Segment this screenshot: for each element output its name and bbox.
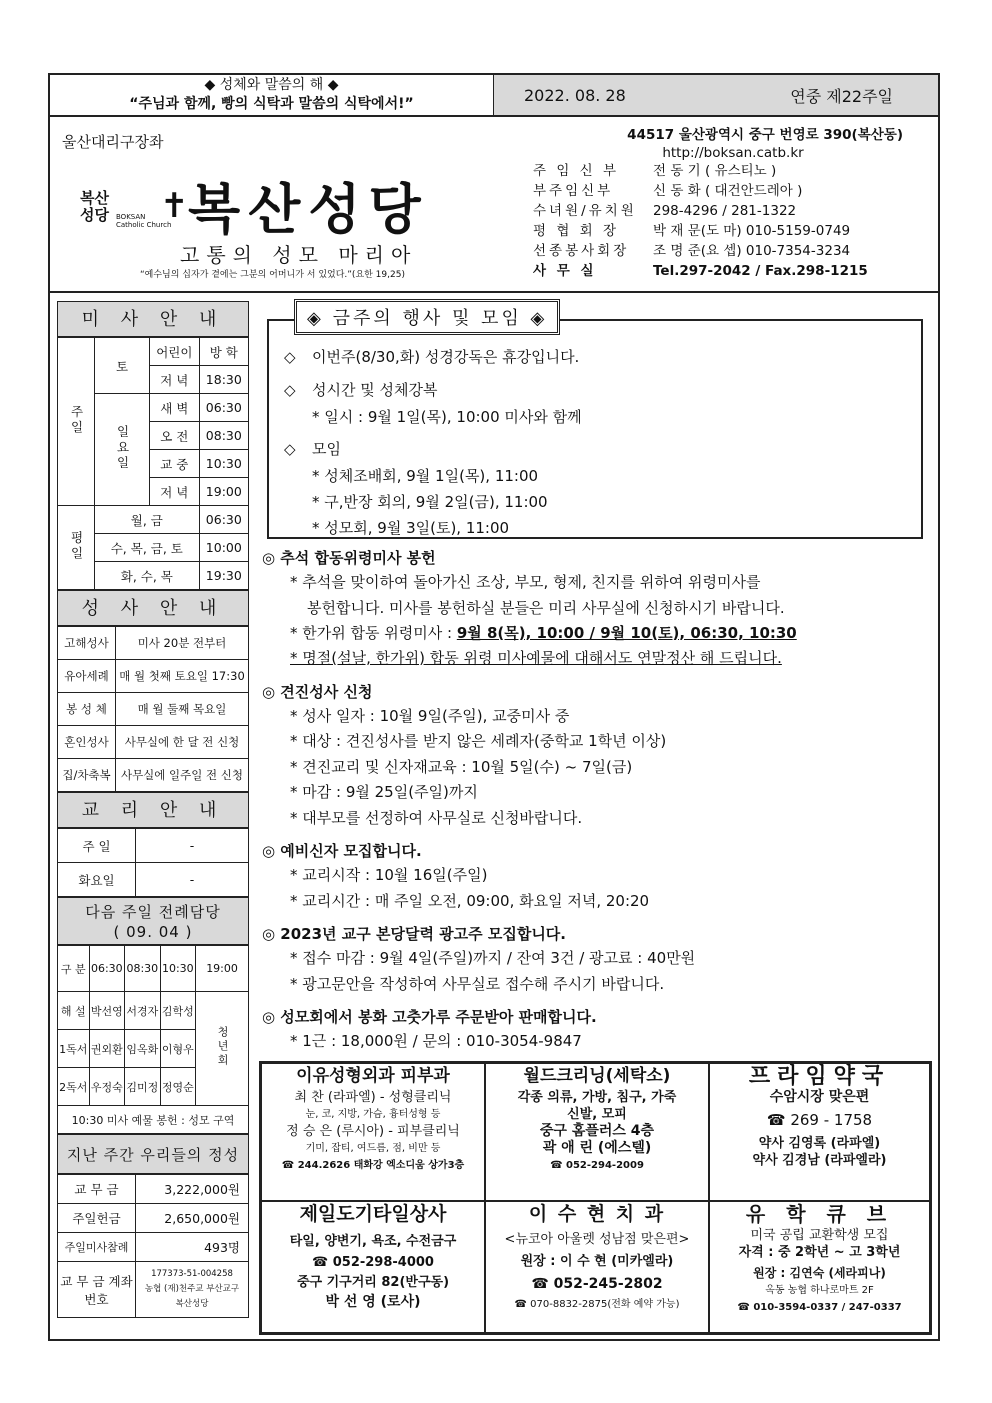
website-link[interactable]: http://boksan.catb.kr: [662, 145, 804, 161]
event-detail: * 성모회, 9월 3일(토), 11:00: [312, 519, 510, 537]
account-label: 교 무 금 계좌번호: [58, 1262, 136, 1318]
event-detail: * 성체조배회, 9월 1일(목), 11:00: [312, 467, 539, 485]
liturgy-person: 박선영: [89, 992, 125, 1030]
ad-clinic: [261, 1063, 485, 1201]
staff-role: 수녀원/유치원: [533, 203, 637, 219]
ads-grid: [259, 1061, 932, 1335]
church-header: [50, 117, 938, 293]
liturgy-table: [57, 945, 249, 1134]
ad-name: 이유성형외과 피부과: [296, 1066, 450, 1086]
liturgy-header: 06:30: [89, 946, 125, 992]
sacrament-value: 매 월 첫째 토요일 17:30: [116, 660, 249, 693]
staff-value: 298-4296 / 281-1322: [653, 203, 797, 219]
liturgy-title: [57, 897, 249, 945]
staff-row: [533, 181, 933, 201]
ad-name: 유 학 큐 브: [745, 1202, 894, 1226]
notice-highlight: 9월 8(목), 10:00 / 9월 10(토), 06:30, 10:30: [456, 623, 797, 642]
motto-line2: “주님과 함께, 빵의 식탁과 말씀의 식탁에서!”: [129, 96, 414, 112]
liturgy-header: 구 분: [58, 946, 90, 992]
ad-line: 약사 김경남 (라파엘라): [752, 1153, 887, 1168]
mass-name: 저 녁: [150, 478, 200, 506]
event-text: 성시간 및 성체강복: [312, 381, 438, 399]
date-bar: [494, 75, 938, 115]
mass-time: 10:30: [199, 450, 248, 478]
staff-row: [533, 161, 933, 181]
notice-line: * 접수 마감 : 9월 4일(주일)까지 / 잔여 3건 / 광고료 : 40만원: [290, 949, 696, 967]
offering-name: 주일미사참례: [58, 1233, 136, 1262]
top-banner: [50, 75, 938, 117]
mass-name: 저 녁: [150, 366, 200, 394]
offering-name: 주일헌금: [58, 1204, 136, 1233]
staff-row: [533, 221, 933, 241]
ad-line: 눈, 코, 지방, 가슴, 흉터성형 등: [305, 1109, 441, 1120]
staff-row: [533, 241, 933, 261]
weekday-days: 수, 목, 금, 토: [95, 534, 200, 562]
ad-line: 곽 애 린 (에스텔): [542, 1140, 652, 1156]
ad-line: 중구 기구거리 82(반구동): [296, 1275, 450, 1290]
weekday-label-text: 평일: [69, 530, 84, 562]
doctrine-title: 교 리 안 내: [57, 792, 249, 828]
logo-eng-1: BOKSAN: [116, 213, 146, 221]
event-text: 이번주(8/30,화) 성경강독은 휴강입니다.: [312, 348, 580, 366]
ad-name: 이 수 현 치 과: [528, 1203, 666, 1225]
staff-value: 조 명 준(요 셉) 010-7354-3234: [653, 243, 851, 259]
sacrament-name: 고해성사: [58, 627, 116, 660]
ad-line: 원장 : 이 수 현 (미카엘라): [520, 1254, 674, 1269]
mass-time: 08:30: [199, 422, 248, 450]
sunday-label-text: 주일: [69, 404, 84, 436]
staff-row: [533, 201, 933, 221]
ad-line: ☎ 052-245-2802: [531, 1276, 663, 1292]
liturgy-person: 김학성: [160, 992, 196, 1030]
diamond-icon: ◇: [284, 348, 296, 366]
staff-value: 전 동 기 ( 유스티노 ): [653, 163, 777, 179]
offering-title: 지난 주간 우리들의 정성: [57, 1134, 249, 1174]
patron-name: 고통의 성모 마리아: [180, 243, 418, 267]
notice-line: * 교리시간 : 매 주일 오전, 09:00, 화요일 저녁, 20:20: [290, 891, 650, 910]
account-line: 복산성당: [175, 1299, 209, 1309]
events-title: ◈ 금주의 행사 및 모임 ◈: [294, 299, 560, 335]
notice-line: * 대부모를 선정하여 사무실로 신청바랍니다.: [290, 808, 583, 827]
mass-title: 미 사 안 내: [57, 301, 249, 337]
staff-row: [533, 261, 933, 281]
doctrine-value: -: [136, 863, 249, 897]
liturgy-person: 이형우: [160, 1030, 196, 1068]
staff-role: 선종봉사회장: [533, 243, 630, 259]
staff-value: 신 동 화 ( 대건안드레아 ): [653, 183, 803, 199]
sunday-day-label: [95, 394, 150, 506]
liturgy-header: 19:00: [196, 946, 249, 992]
ad-line: 신발, 모피: [567, 1107, 627, 1122]
liturgy-role: 1독서: [58, 1030, 90, 1068]
liturgy-date: ( 09. 04 ): [113, 923, 193, 941]
notice-line: * 대상 : 견진성사를 받지 않은 세례자(중학교 1학년 이상): [290, 732, 667, 750]
logo-text-2: 성당: [80, 206, 109, 224]
notice-line: * 견진교리 및 신자재교육 : 10월 5일(수) ~ 7일(금): [290, 757, 633, 776]
ad-line: ☎ 269 - 1758: [766, 1111, 873, 1129]
staff-role: 주 임 신 부: [533, 163, 620, 179]
mass-time: 방 학: [199, 338, 248, 366]
notice-line: * 추석을 맞이하여 돌아가신 조상, 부모, 형제, 친지를 위하여 위령미사를: [290, 573, 761, 591]
notice-line: * 1근 : 18,000원 / 문의 : 010-3054-9847: [290, 1032, 582, 1050]
staff-role: 평 협 회 장: [533, 223, 620, 239]
events-box: [267, 308, 923, 539]
mass-table: [57, 337, 249, 590]
event-detail: * 일시 : 9월 1일(목), 10:00 미사와 함께: [312, 408, 582, 426]
ad-line: 중구 홈플러스 4층: [539, 1123, 655, 1139]
ad-line: ☎ 052-294-2009: [550, 1160, 644, 1171]
logo-eng-2: Catholic Church: [116, 221, 172, 229]
event-text: 모임: [312, 440, 341, 458]
ad-study-abroad: [709, 1201, 930, 1333]
motto-line1: ◆ 성체와 말씀의 해 ◆: [204, 77, 339, 93]
notices: [262, 546, 932, 1055]
sacrament-table: [57, 626, 249, 792]
weekday-days: 월, 금: [95, 506, 200, 534]
church-name: 복산성당: [188, 177, 429, 241]
ad-line: 박 선 영 (로사): [325, 1294, 421, 1310]
offering-value: 2,650,000원: [136, 1204, 249, 1233]
doctrine-day: 주 일: [58, 829, 136, 863]
contact-block: [533, 123, 933, 281]
sacrament-name: 봉 성 체: [58, 693, 116, 726]
notice-title: ◎ 예비신자 모집합니다.: [262, 842, 422, 860]
event-item: [284, 379, 582, 400]
mass-time: 06:30: [199, 394, 248, 422]
mass-name: 교 중: [150, 450, 200, 478]
diocese-label: 울산대리구장좌: [62, 133, 164, 151]
ad-dental: [485, 1201, 709, 1333]
sacrament-value: 미사 20분 전부터: [116, 627, 249, 660]
ad-line: 각종 의류, 가방, 침구, 가죽: [517, 1090, 677, 1105]
ad-tile: [261, 1201, 485, 1333]
events-list: [284, 346, 582, 541]
weekday-time: 10:00: [199, 534, 248, 562]
mass-time: 19:00: [199, 478, 248, 506]
liturgical-week: 연중 제22주일: [790, 86, 893, 106]
event-detail: * 구,반장 회의, 9월 2일(금), 11:00: [312, 493, 548, 511]
ad-line: ☎ 070-8832-2875(전화 예약 가능): [514, 1299, 680, 1310]
offering-table: [57, 1174, 249, 1318]
offering-value: 493명: [136, 1233, 249, 1262]
ad-cleaning: [485, 1063, 709, 1201]
ad-line: 자격 : 중 2학년 ~ 고 3학년: [738, 1245, 901, 1260]
event-item: [284, 438, 582, 459]
ad-line: 옥동 농협 하나로마트 2F: [765, 1285, 874, 1296]
sacrament-title: 성 사 안 내: [57, 590, 249, 626]
left-column: [57, 301, 249, 1318]
mass-name: 어린이: [150, 338, 200, 366]
liturgy-role: 해 설: [58, 992, 90, 1030]
notice-title: ◎ 성모회에서 봉화 고춧가루 주문받아 판매합니다.: [262, 1008, 597, 1026]
address: 44517 울산광역시 중구 번영로 390(복산동): [627, 127, 903, 143]
event-item: [284, 346, 582, 367]
ad-line: 수암시장 맞은편: [769, 1089, 870, 1105]
offering-value: 3,222,000원: [136, 1175, 249, 1204]
sacrament-name: 집/차축복: [58, 759, 116, 792]
liturgy-person: 서경자: [125, 992, 161, 1030]
sacrament-value: 매 월 둘째 목요일: [116, 693, 249, 726]
notice-line: * 마감 : 9월 25일(주일)까지: [290, 783, 478, 801]
scripture-quote: “예수님의 십자가 곁에는 그분의 어머니가 서 있었다.”(요한 19,25): [140, 270, 405, 280]
weekday-label: [58, 506, 95, 590]
ad-line: 최 찬 (라파엘) - 성형클리닉: [294, 1090, 452, 1105]
liturgy-person: 권외환: [89, 1030, 125, 1068]
church-logo: [80, 190, 109, 224]
notice-text: * 한가위 합동 위령미사 :: [290, 623, 457, 642]
sunday-label: [58, 338, 95, 506]
ad-name: 프라임약국: [748, 1064, 891, 1089]
staff-value: Tel.297-2042 / Fax.298-1215: [653, 263, 868, 279]
sacrament-name: 유아세례: [58, 660, 116, 693]
liturgy-person: 임옥화: [125, 1030, 161, 1068]
notice-title: ◎ 추석 합동위령미사 봉헌: [262, 549, 436, 567]
weekday-time: 06:30: [199, 506, 248, 534]
bulletin-frame: [48, 73, 940, 1341]
ad-pharmacy: [709, 1063, 930, 1201]
liturgy-role: 2독서: [58, 1068, 90, 1106]
doctrine-day: 화요일: [58, 863, 136, 897]
ad-line: 약사 김영록 (라파엘): [758, 1136, 881, 1151]
cross-icon: ✝: [160, 186, 189, 226]
ad-line: 미국 공립 교환학생 모집: [750, 1228, 889, 1243]
notice-line: [262, 621, 932, 647]
ad-line: 기미, 잡티, 여드름, 점, 비만 등: [305, 1143, 441, 1154]
offering-name: 교 무 금: [58, 1175, 136, 1204]
account-number: [136, 1262, 249, 1318]
diamond-icon: ◇: [284, 440, 296, 458]
liturgy-person: 우정숙: [89, 1068, 125, 1106]
account-line: 177373-51-004258: [151, 1269, 233, 1279]
ad-line: 타일, 양변기, 욕조, 수전금구: [289, 1234, 457, 1249]
ad-line: ☎ 244.2626 태화강 엑소디움 상가3층: [281, 1160, 465, 1171]
doctrine-table: [57, 828, 249, 897]
staff-value: 박 재 문(도 마) 010-5159-0749: [653, 223, 851, 239]
saturday-label: 토: [95, 338, 150, 394]
evening-group: [196, 992, 249, 1106]
sacrament-value: 사무실에 한 달 전 신청: [116, 726, 249, 759]
notice-line: * 성사 일자 : 10월 9일(주일), 교중미사 중: [290, 706, 570, 725]
offering-note: 10:30 미사 예물 봉헌 : 성모 구역: [58, 1106, 249, 1134]
mass-name: 오 전: [150, 422, 200, 450]
notice-title: ◎ 2023년 교구 본당달력 광고주 모집합니다.: [262, 925, 566, 943]
account-line: 농협 (재)천주교 부산교구: [144, 1284, 240, 1294]
ad-line: <뉴코아 아울렛 성남점 맞은편>: [504, 1232, 690, 1247]
notice-line: * 교리시작 : 10월 16일(주일): [290, 866, 488, 884]
diamond-icon: ◇: [284, 381, 296, 399]
liturgy-title-1: 다음 주일 전례담당: [85, 903, 221, 921]
mass-name: 새 벽: [150, 394, 200, 422]
ad-line: ☎ 010-3594-0337 / 247-0337: [737, 1302, 902, 1313]
mass-time: 18:30: [199, 366, 248, 394]
logo-text-1: 복산: [80, 189, 109, 207]
doctrine-value: -: [136, 829, 249, 863]
ad-line: 정 승 은 (루시아) - 피부클리닉: [286, 1124, 460, 1139]
issue-date: 2022. 08. 28: [524, 85, 626, 105]
notice-title: ◎ 견진성사 신청: [262, 682, 373, 701]
sacrament-value: 사무실에 일주일 전 신청: [116, 759, 249, 792]
sunday-day-text: 일요일: [115, 424, 130, 472]
staff-role: 사 무 실: [533, 263, 597, 279]
evening-group-text: 청년회: [216, 1026, 230, 1068]
staff-role: 부주임신부: [533, 183, 614, 199]
liturgy-header: 08:30: [125, 946, 161, 992]
ad-name: 제일도기타일상사: [299, 1203, 447, 1225]
motto: [50, 75, 494, 115]
liturgy-person: 정영순: [160, 1068, 196, 1106]
notice-line: 봉헌합니다. 미사를 봉헌하실 분들은 미리 사무실에 신청하시기 바랍니다.: [307, 598, 785, 617]
liturgy-header: 10:30: [160, 946, 196, 992]
ad-line: 원장 : 김연숙 (세라피나): [753, 1266, 886, 1280]
weekday-days: 화, 수, 목: [95, 562, 200, 590]
sacrament-name: 혼인성사: [58, 726, 116, 759]
ad-line: ☎ 052-298-4000: [312, 1255, 434, 1270]
notice-line: * 광고문안을 작성하여 사무실로 접수해 주시기 바랍니다.: [290, 974, 665, 993]
notice-line: * 명절(설날, 한가위) 합동 위령 미사예물에 대해서도 연말정산 해 드립니다.: [290, 649, 782, 667]
weekday-time: 19:30: [199, 562, 248, 590]
ad-name: 월드크리닝(세탁소): [523, 1066, 671, 1086]
liturgy-person: 김미정: [125, 1068, 161, 1106]
